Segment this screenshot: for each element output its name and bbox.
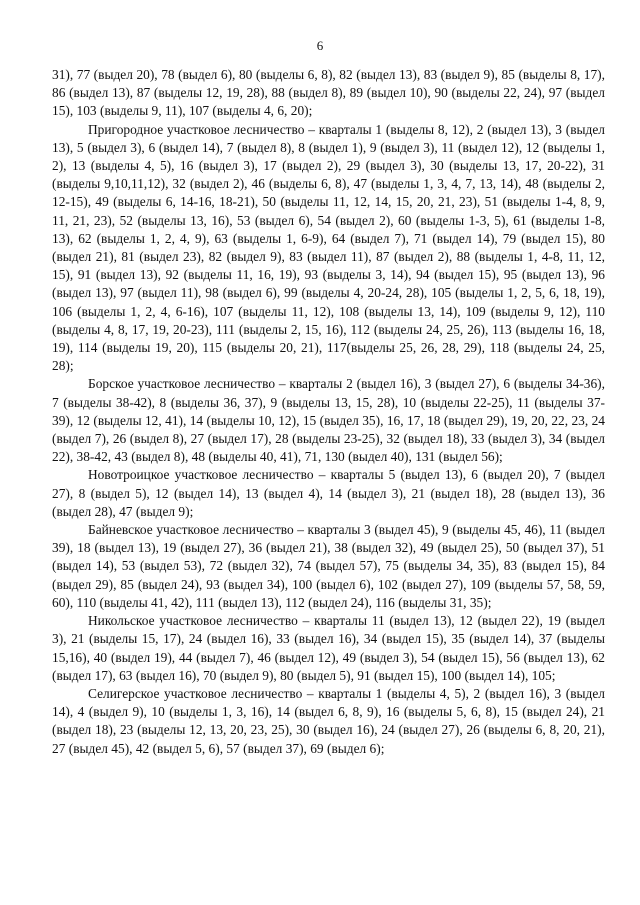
document-body [52,66,605,758]
paragraph-baynevskoe: Байневское участковое лесничество – кварталы 3 (выдел 45), 9 (выделы 45, 46), 11 (выдел 39), 18 (выдел 13), 19 (выдел 27), 36 (выдел 21), 38 (выдел 32), 49 (выдел 25), 50 (выдел 37), 51 (выдел 14), 53 (выдел 53), 72 (выдел 32), 74 (выдел 57), 75 (выделы 34, 35), 83 (выдел 15), 84 (выдел 29), 85 (выдел 24), 93 (выдел 34), 100 (выдел 6), 102 (выдел 27), 109 (выделы 57, 58, 59, 60), 110 (выделы 41, 42), 111 (выдел 13), 112 (выдел 24), 116 (выделы 31, 35); [52,522,605,610]
paragraph-novotroitskoe: Новотроицкое участковое лесничество – кварталы 5 (выдел 13), 6 (выдел 20), 7 (выдел 27), 8 (выдел 5), 12 (выдел 14), 13 (выдел 4), 14 (выдел 3), 21 (выдел 18), 28 (выдел 13), 36 (выдел 28), 47 (выдел 9); [52,467,605,519]
paragraph-continuation: 31), 77 (выдел 20), 78 (выдел 6), 80 (выделы 6, 8), 82 (выдел 13), 83 (выдел 9), 85 (выделы 8, 17), 86 (выдел 13), 87 (выделы 12, 19, 28), 88 (выдел 8), 89 (выдел 10), 90 (выделы 22, 24), 97 (выдел 15), 103 (выделы 9, 11), 107 (выделы 4, 6, 20); [52,67,605,119]
paragraph-seligerskoe: Селигерское участковое лесничество – кварталы 1 (выделы 4, 5), 2 (выдел 16), 3 (выдел 14), 4 (выдел 9), 10 (выделы 1, 3, 16), 14 (выдел 6, 8, 9), 16 (выделы 5, 6, 8), 15 (выдел 24), 21 (выдел 18), 23 (выделы 12, 13, 20, 23, 25), 30 (выдел 16), 24 (выдел 27), 26 (выделы 6, 8, 20, 21), 27 (выдел 45), 42 (выдел 5, 6), 57 (выдел 37), 69 (выдел 6); [52,685,605,756]
paragraph-prigorodnoe: Пригородное участковое лесничество – кварталы 1 (выделы 8, 12), 2 (выдел 13), 3 (выдел 13), 5 (выдел 3), 6 (выдел 14), 7 (выдел 8), 8 (выдел 1), 9 (выдел 3), 11 (выдел 12), 12 (выделы 1, 2), 13 (выделы 4, 5), 16 (выдел 3), 17 (выдел 2), 29 (выдел 3), 30 (выделы 13, 17, 20-22), 31 (выделы 9,10,11,12), 32 (выдел 2), 46 (выделы 6, 8), 47 (выделы 1, 3, 4, 7, 13, 14), 48 (выделы 2, 12-15), 49 (выделы 6, 14-16, 18-21), 50 (выделы 11, 12, 14, 15, 20, 21, 23), 51 (выделы 1-4, 8, 9, 11, 21, 23), 52 (выделы 13, 16), 53 (выдел 6), 54 (выдел 2), 60 (выделы 1-3, 5), 61 (выделы 1-8, 13), 62 (выделы 1, 2, 4, 9), 63 (выделы 1, 6-9), 64 (выдел 7), 71 (выдел 14), 79 (выдел 15), 80 (выдел 21), 81 (выдел 23), 82 (выдел 9), 83 (выдел 11), 87 (выдел 2), 88 (выделы 1, 4-8, 11, 12, 15), 91 (выдел 13), 92 (выделы 11, 16, 19), 93 (выделы 3, 14), 94 (выдел 15), 95 (выдел 13), 96 (выдел 13), 97 (выдел 11), 98 (выдел 6), 99 (выделы 4, 20-24, 28), 105 (выделы 1, 2, 5, 6, 18, 19), 106 (выделы 1, 2, 4, 6-16), 107 (выделы 11, 12), 108 (выделы 13, 14), 109 (выделы 9, 12), 110 (выделы 4, 8, 17, 19, 20-23), 111 (выделы 2, 15, 16), 112 (выделы 24, 25, 26), 113 (выделы 16, 18, 19), 114 (выделы 19, 20), 115 (выделы 20, 21), 117(выделы 25, 26, 28, 29), 118 (выделы 24, 25, 28); [52,121,605,374]
paragraph-nikolskoe: Никольское участковое лесничество – кварталы 11 (выдел 13), 12 (выдел 22), 19 (выдел 3), 21 (выделы 15, 17), 24 (выдел 16), 33 (выдел 16), 34 (выдел 15), 35 (выдел 14), 37 (выделы 15,16), 40 (выдел 19), 44 (выдел 7), 46 (выдел 12), 49 (выдел 3), 54 (выдел 15), 56 (выдел 13), 62 (выдел 17), 63 (выдел 16), 70 (выдел 9), 80 (выдел 5), 91 (выдел 15), 100 (выдел 14), 105; [52,613,605,683]
page-number: 6 [316,38,324,53]
paragraph-borskoe: Борское участковое лесничество – кварталы 2 (выдел 16), 3 (выдел 27), 6 (выделы 34-36), 7 (выделы 38-42), 8 (выделы 36, 37), 9 (выделы 13, 15, 28), 10 (выделы 22-25), 11 (выделы 37-39), 12 (выделы 12, 41), 14 (выделы 10, 12), 15 (выдел 35), 16, 17, 18 (выдел 29), 19, 20, 22, 23, 24 (выдел 7), 26 (выдел 8), 27 (выдел 17), 28 (выделы 23-25), 32 (выдел 18), 33 (выдел 3), 34 (выдел 22), 38-42, 43 (выдел 8), 48 (выделы 40, 41), 71, 130 (выдел 40), 131 (выдел 56); [52,376,605,465]
